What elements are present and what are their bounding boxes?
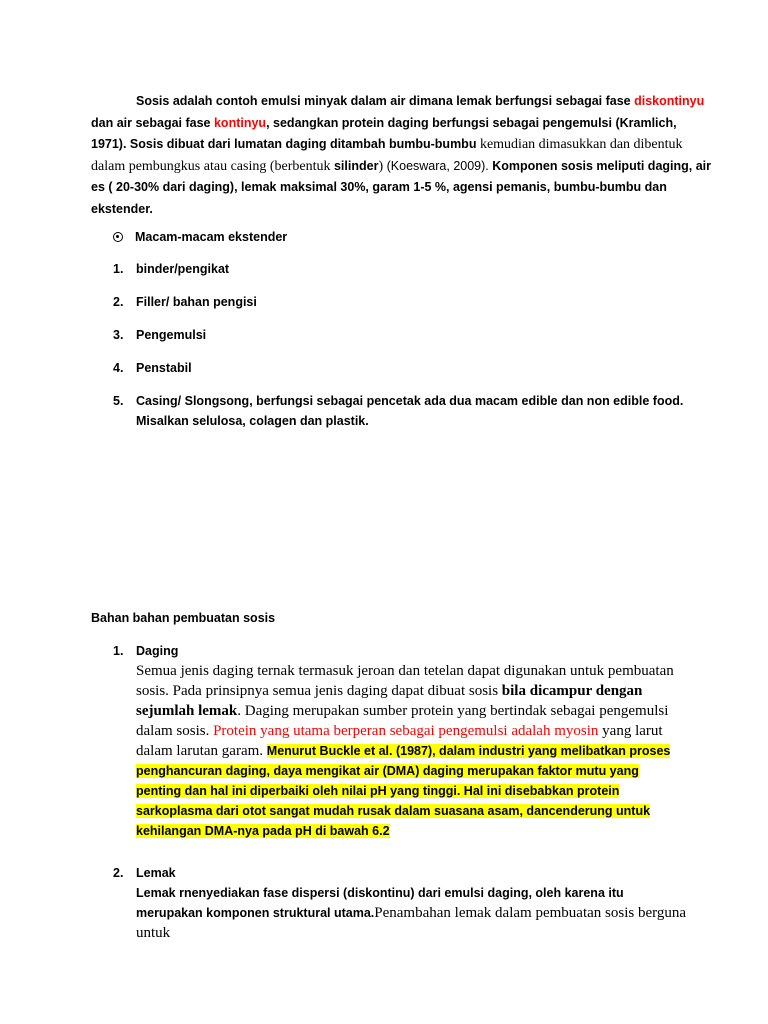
radio-bullet-icon xyxy=(113,232,123,242)
list-text: Pengemulsi xyxy=(136,328,207,342)
list-number: 1. xyxy=(113,262,124,276)
intro-red-diskontinyu: diskontinyu xyxy=(634,94,705,108)
ingredient-item-daging xyxy=(113,641,686,841)
intro-text-6: Komponen sosis meliputi daging, air es ( 20-30% dari daging), lemak maksimal 30%, garam 1-5 %, agensi pemanis, bumbu-bumbu dan ekstender. xyxy=(91,158,712,216)
list-text: Casing/ Slongsong, berfungsi sebagai pencetak ada dua macam edible dan non edible food. Misalkan selulosa, colagen dan plastik. xyxy=(136,394,684,428)
daging-red-text: Protein yang utama berperan sebagai pengemulsi adalah myosin xyxy=(213,723,599,739)
extender-bullet-label: Macam-macam ekstender xyxy=(135,230,288,244)
intro-text-4: silinder xyxy=(333,158,379,173)
list-item xyxy=(113,358,696,378)
intro-citation: (Koeswara, 2009). xyxy=(386,158,489,173)
list-item xyxy=(113,259,696,279)
daging-highlighted-text: Menurut Buckle et al. (1987), dalam industri yang melibatkan proses penghancuran daging, daya mengikat air (DMA) daging merupakan faktor mutu yang penting dan hal ini diperbaiki oleh nilai pH yang tinggi. Hal ini disebabkan protein sarkoplasma dari otot sangat mudah rusak dalam suasana asam, dancenderung untuk kehilangan DMA-nya pada pH di bawah 6.2 xyxy=(136,744,671,838)
daging-paragraph xyxy=(136,661,686,841)
daging-bold-text: bila dicampur dengan sejumlah lemak xyxy=(136,683,643,719)
list-text: binder/pengikat xyxy=(136,262,230,276)
ingredient-heading: Lemak xyxy=(136,866,176,880)
section-title: Bahan bahan pembuatan sosis xyxy=(91,611,276,625)
list-item xyxy=(113,391,696,431)
ingredient-item-lemak xyxy=(113,863,686,944)
list-item xyxy=(113,325,696,345)
list-number: 4. xyxy=(113,361,124,375)
lemak-paragraph xyxy=(136,883,686,944)
list-item xyxy=(113,292,696,312)
lemak-serif-text: Penambahan lemak dalam pembuatan sosis berguna untuk xyxy=(136,905,686,942)
intro-text-2: dan air sebagai fase xyxy=(91,115,214,130)
daging-text-1: Semua jenis daging ternak termasuk jeroan dan tetelan dapat digunakan untuk pembuatan sosis. Pada prinsipnya semua jenis daging dapat dibuat sosis xyxy=(136,663,674,699)
list-number: 2. xyxy=(113,295,124,309)
intro-text-1: Sosis adalah contoh emulsi minyak dalam air dimana lemak berfungsi sebagai fase xyxy=(136,94,635,108)
list-text: Filler/ bahan pengisi xyxy=(136,295,257,309)
intro-serif-2: ) xyxy=(378,158,387,174)
daging-text-2: . Daging merupakan sumber protein yang bertindak sebagai pengemulsi dalam sosis. xyxy=(136,703,669,739)
ingredient-number: 1. xyxy=(113,644,124,658)
intro-text-3: , sedangkan protein daging berfungsi sebagai pengemulsi (Kramlich, 1971). Sosis dibuat dari lumatan daging ditambah bumbu-bumbu xyxy=(91,115,677,151)
intro-paragraph xyxy=(91,91,711,220)
list-number: 5. xyxy=(113,394,124,408)
intro-serif-1: kemudian dimasukkan dan dibentuk dalam pembungkus atau casing (berbentuk xyxy=(91,137,683,174)
extender-bullet xyxy=(113,227,287,247)
list-number: 3. xyxy=(113,328,124,342)
ingredient-number: 2. xyxy=(113,866,124,880)
intro-red-kontinyu: kontinyu xyxy=(213,115,267,130)
lemak-bold-text: Lemak rnenyediakan fase dispersi (diskontinu) dari emulsi daging, oleh karena itu merupakan komponen struktural utama. xyxy=(136,886,624,921)
list-text: Penstabil xyxy=(136,361,192,375)
daging-text-3: yang larut dalam larutan garam. xyxy=(136,723,663,759)
ingredient-heading: Daging xyxy=(136,644,179,658)
